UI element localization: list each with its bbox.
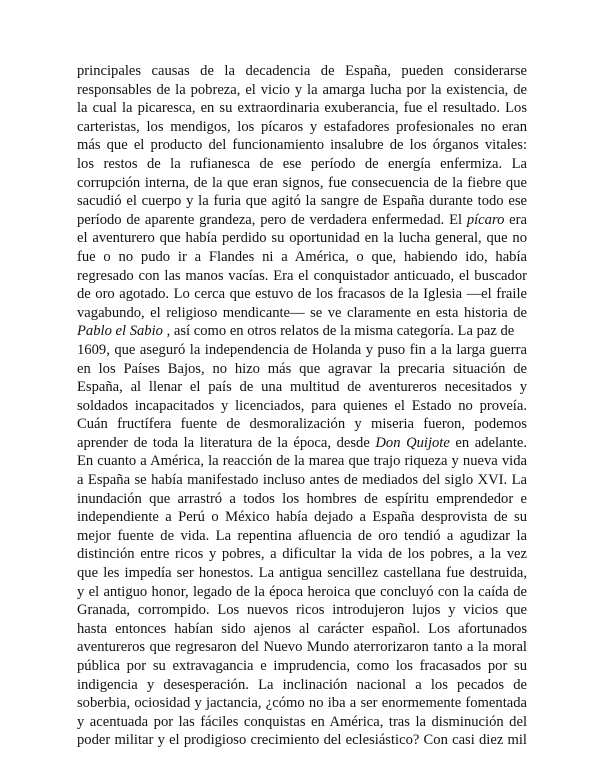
text-run: el aventurero que había perdido su oportunidad en la lucha general, que no [77,230,527,247]
text-line [77,471,527,490]
text-run: aventureros que regresaron del Nuevo Mundo aterrorizaron tanto a la moral [77,639,527,656]
text-run: y el antiguo honor, legado de la época heroica que concluyó con la caída de [77,583,527,600]
text-run: aprender de toda la literatura de la época, desde [77,434,376,451]
text-run: más que el producto del funcionamiento insalubre de los órganos vitales: [77,137,527,154]
text-line [77,676,527,695]
text-line [77,99,527,118]
text-line [77,341,527,360]
text-line [77,657,527,676]
text-run: mejor fuente de vida. La repentina afluencia de oro tendió a agudizar la [77,527,527,544]
text-run: indigencia y desesperación. La inclinación nacional a los pecados de [77,676,527,693]
text-run: principales causas de la decadencia de España, pueden considerarse [77,63,527,79]
text-run: inundación que arrastró a todos los hombres de espíritu emprendedor e [77,490,527,507]
text-line [77,211,527,230]
text-run: a España se había manifestado incluso antes de mediados del siglo XVI. La [77,472,527,489]
text-line [77,285,527,304]
text-line [77,415,527,434]
italic-title: Don Quijote [375,434,450,451]
text-run: de oro agotado. Lo cerca que estuvo de los fracasos de la Iglesia —el fraile [77,286,527,303]
text-line [77,452,527,471]
text-run: España, al llenar el país de una multitud de aventureros necesitados y [77,379,527,396]
text-line [77,118,527,137]
text-line [77,545,527,564]
text-run: En cuanto a América, la reacción de la marea que trajo riqueza y nueva vida [77,453,527,470]
text-line [77,694,527,713]
text-line [77,713,527,732]
text-line [77,62,527,81]
text-run: que les impedía ser honestos. La antigua sencillez castellana fue destruida, [77,565,527,582]
body-text [77,62,527,750]
text-line [77,155,527,174]
text-run: en adelante. [449,434,527,451]
text-line [77,81,527,100]
text-run: , así como en otros relatos de la misma categoría. La paz de [162,323,515,340]
text-line [77,229,527,248]
text-run: regresado con las manos vacías. Era el conquistador anticuado, el buscador [77,267,527,284]
text-run: pública por su extravagancia e imprudencia, como los fracasados por su [77,658,527,674]
text-run: corrupción interna, de la que eran signos, fue consecuencia de la fiebre que [77,174,527,191]
text-line [77,192,527,211]
text-line [77,620,527,639]
text-line [77,434,527,453]
text-run: poder militar y el prodigioso crecimiento del eclesiástico? Con casi diez mil [77,732,527,749]
text-line [77,397,527,416]
text-run: hasta entonces habían sido ajenos al carácter español. Los afortunados [77,620,527,637]
text-line [77,508,527,527]
text-line [77,601,527,620]
text-line [77,564,527,583]
text-run: 1609, que aseguró la independencia de Holanda y puso fin a la larga guerra [77,341,527,358]
text-run: responsables de la pobreza, el vicio y la amarga lucha por la existencia, de [77,81,527,98]
text-line [77,174,527,193]
text-line [77,378,527,397]
text-run: independiente a Perú o México había dejado a España desprovista de su [77,509,527,526]
text-run: en los Países Bajos, no hizo más que agravar la precaria situación de [77,360,527,377]
text-line [77,322,527,341]
text-line [77,638,527,657]
text-run: vagabundo, el religioso mendicante— se ve claramente en esta historia de [77,304,527,321]
text-run: sacudió el cuerpo y la furia que agitó la sangre de España durante todo ese [77,193,527,210]
text-run: los restos de la rufianesca de ese período de energía enfermiza. La [77,155,527,172]
text-run: soldados incapacitados y licenciados, para quienes el Estado no proveía. [77,397,527,414]
text-line [77,267,527,286]
italic-title: Pablo el Sabio [77,323,163,340]
italic-title: pícaro [466,211,505,228]
text-run: distinción entre ricos y pobres, a dificultar la vida de los pobres, a la vez [77,546,527,563]
text-run: carteristas, los mendigos, los pícaros y estafadores profesionales no eran [77,118,527,135]
text-line [77,360,527,379]
text-line [77,527,527,546]
text-run: soberbia, ociosidad y jactancia, ¿cómo no iba a ser enormemente fomentada [77,695,527,712]
text-run: y acentuada por las fáciles conquistas en América, tras la disminución del [77,713,527,730]
text-run: fue o no pudo ir a Flandes ni a América, o que, habiendo ido, había [77,248,527,265]
text-run: era [504,211,527,228]
text-run: Granada, corrompido. Los nuevos ricos introdujeron lujos y vicios que [77,602,527,619]
text-run: la cual la picaresca, en su extraordinaria exuberancia, fue el resultado. Los [77,100,527,117]
text-run: Cuán fructífera fuente de desmoralización y miseria fueron, podemos [77,416,527,433]
text-line [77,304,527,323]
text-run: período de aparente grandeza, pero de verdadera enfermedad. El [77,211,467,228]
text-line [77,731,527,750]
text-line [77,248,527,267]
text-line [77,583,527,602]
text-line [77,490,527,509]
text-line [77,136,527,155]
